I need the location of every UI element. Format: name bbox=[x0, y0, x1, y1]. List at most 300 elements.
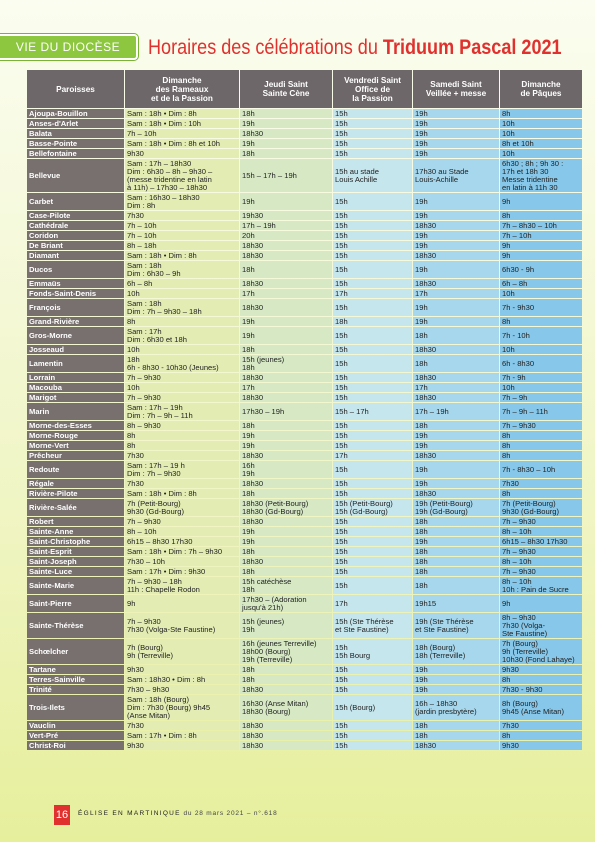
paroisse-name: Sainte-Anne bbox=[27, 527, 124, 536]
table-row bbox=[27, 211, 582, 220]
rameaux-time: 7h – 10h bbox=[125, 129, 239, 138]
paroisse-name: Saint-Christophe bbox=[27, 537, 124, 546]
samedi-time: 17h bbox=[413, 289, 499, 298]
paques-time: 7h – 10h bbox=[500, 231, 582, 240]
vendredi-time: 15h bbox=[333, 527, 412, 536]
rameaux-time: 7h30 – 10h bbox=[125, 557, 239, 566]
paques-time: 7h30 bbox=[500, 479, 582, 488]
rameaux-time: 7h30 bbox=[125, 211, 239, 220]
paques-time: 10h bbox=[500, 383, 582, 392]
jeudi-time: 18h bbox=[240, 149, 332, 158]
table-row bbox=[27, 537, 582, 546]
paroisse-name: Prêcheur bbox=[27, 451, 124, 460]
jeudi-time: 18h bbox=[240, 489, 332, 498]
vendredi-time: 15h bbox=[333, 517, 412, 526]
jeudi-time: 19h bbox=[240, 431, 332, 440]
vendredi-time: 15h bbox=[333, 231, 412, 240]
paques-time: 8h – 10h bbox=[500, 527, 582, 536]
table-row bbox=[27, 119, 582, 128]
paques-time: 10h bbox=[500, 289, 582, 298]
jeudi-time: 17h30 – (Adoration jusqu'à 21h) bbox=[240, 595, 332, 612]
paques-time: 7h (Bourg) 9h (Terreville) 10h30 (Fond Lahaye) bbox=[500, 639, 582, 664]
samedi-time: 19h bbox=[413, 139, 499, 148]
schedule-table bbox=[26, 69, 583, 751]
paques-time: 8h – 10h bbox=[500, 557, 582, 566]
rameaux-time: Sam : 18h • Dim : 8h et 10h bbox=[125, 139, 239, 148]
vendredi-time: 15h bbox=[333, 355, 412, 372]
paroisse-name: Case-Pilote bbox=[27, 211, 124, 220]
samedi-time: 18h30 bbox=[413, 393, 499, 402]
rameaux-time: 7h (Bourg) 9h (Terreville) bbox=[125, 639, 239, 664]
paroisse-name: Ducos bbox=[27, 261, 124, 278]
section-tag: VIE DU DIOCÈSE bbox=[0, 34, 138, 60]
samedi-time: 17h bbox=[413, 383, 499, 392]
jeudi-time: 18h bbox=[240, 421, 332, 430]
vendredi-time: 15h 15h Bourg bbox=[333, 639, 412, 664]
table-row bbox=[27, 149, 582, 158]
vendredi-time: 17h bbox=[333, 289, 412, 298]
paques-time: 7h – 9h bbox=[500, 393, 582, 402]
samedi-time: 18h bbox=[413, 721, 499, 730]
paques-time: 6h30 - 9h bbox=[500, 261, 582, 278]
jeudi-time: 18h bbox=[240, 261, 332, 278]
jeudi-time: 18h bbox=[240, 345, 332, 354]
vendredi-time: 15h bbox=[333, 211, 412, 220]
table-row bbox=[27, 675, 582, 684]
samedi-time: 18h bbox=[413, 527, 499, 536]
jeudi-time: 19h30 bbox=[240, 211, 332, 220]
vendredi-time: 15h bbox=[333, 741, 412, 750]
table-row bbox=[27, 721, 582, 730]
paques-time: 7h – 9h30 bbox=[500, 517, 582, 526]
header-paques: Dimanche de Pâques bbox=[500, 70, 582, 108]
vendredi-time: 15h – 17h bbox=[333, 403, 412, 420]
table-row bbox=[27, 383, 582, 392]
jeudi-time: 18h30 bbox=[240, 393, 332, 402]
paroisse-name: Marigot bbox=[27, 393, 124, 402]
rameaux-time: 7h – 9h30 – 18h 11h : Chapelle Rodon bbox=[125, 577, 239, 594]
vendredi-time: 15h bbox=[333, 421, 412, 430]
rameaux-time: Sam : 18h Dim : 6h30 – 9h bbox=[125, 261, 239, 278]
samedi-time: 18h bbox=[413, 327, 499, 344]
vendredi-time: 15h bbox=[333, 567, 412, 576]
paques-time: 6h30 ; 8h ; 9h 30 : 17h et 18h 30 Messe tridentine en latin à 11h 30 bbox=[500, 159, 582, 192]
rameaux-time: 10h bbox=[125, 345, 239, 354]
paroisse-name: Lorrain bbox=[27, 373, 124, 382]
paroisse-name: Lamentin bbox=[27, 355, 124, 372]
rameaux-time: 9h30 bbox=[125, 665, 239, 674]
paques-time: 8h et 10h bbox=[500, 139, 582, 148]
vendredi-time: 15h bbox=[333, 393, 412, 402]
paques-time: 8h bbox=[500, 731, 582, 740]
table-row bbox=[27, 489, 582, 498]
rameaux-time: 8h bbox=[125, 317, 239, 326]
paroisse-name: Cathédrale bbox=[27, 221, 124, 230]
table-row bbox=[27, 595, 582, 612]
table-row bbox=[27, 403, 582, 420]
paroisse-name: Saint-Joseph bbox=[27, 557, 124, 566]
samedi-time: 19h bbox=[413, 129, 499, 138]
paques-time: 7h – 8h30 – 10h bbox=[500, 221, 582, 230]
title-bold: Triduum Pascal 2021 bbox=[382, 36, 562, 59]
vendredi-time: 15h bbox=[333, 241, 412, 250]
samedi-time: 18h30 bbox=[413, 451, 499, 460]
jeudi-time: 18h30 bbox=[240, 741, 332, 750]
paroisse-name: Redoute bbox=[27, 461, 124, 478]
vendredi-time: 15h bbox=[333, 327, 412, 344]
table-row bbox=[27, 639, 582, 664]
title-regular: Horaires des célébrations du bbox=[148, 36, 383, 59]
rameaux-time: Sam : 17h Dim : 6h30 et 18h bbox=[125, 327, 239, 344]
samedi-time: 19h bbox=[413, 149, 499, 158]
paroisse-name: Terres-Sainville bbox=[27, 675, 124, 684]
paques-time: 7h (Petit-Bourg) 9h30 (Gd-Bourg) bbox=[500, 499, 582, 516]
rameaux-time: 10h bbox=[125, 383, 239, 392]
rameaux-time: 8h – 10h bbox=[125, 527, 239, 536]
samedi-time: 19h bbox=[413, 537, 499, 546]
paques-time: 8h bbox=[500, 441, 582, 450]
jeudi-time: 18h30 bbox=[240, 241, 332, 250]
jeudi-time: 18h30 bbox=[240, 129, 332, 138]
paroisse-name: Rivière-Pilote bbox=[27, 489, 124, 498]
page-title bbox=[148, 36, 562, 60]
table-row bbox=[27, 479, 582, 488]
jeudi-time: 15h (jeunes) 19h bbox=[240, 613, 332, 638]
rameaux-time: Sam : 18h • Dim : 10h bbox=[125, 119, 239, 128]
vendredi-time: 15h bbox=[333, 537, 412, 546]
paroisse-name: Grand-Rivière bbox=[27, 317, 124, 326]
vendredi-time: 17h bbox=[333, 451, 412, 460]
table-row bbox=[27, 431, 582, 440]
vendredi-time: 15h bbox=[333, 479, 412, 488]
table-row bbox=[27, 241, 582, 250]
vendredi-time: 15h bbox=[333, 119, 412, 128]
table-row bbox=[27, 451, 582, 460]
jeudi-time: 15h (jeunes) 18h bbox=[240, 355, 332, 372]
paroisse-name: Sainte-Luce bbox=[27, 567, 124, 576]
header-jeudi-saint: Jeudi Saint Sainte Cène bbox=[240, 70, 332, 108]
paroisse-name: Trinité bbox=[27, 685, 124, 694]
paques-time: 7h - 8h30 – 10h bbox=[500, 461, 582, 478]
rameaux-time: 9h30 bbox=[125, 741, 239, 750]
paroisse-name: Josseaud bbox=[27, 345, 124, 354]
samedi-time: 18h30 bbox=[413, 373, 499, 382]
rameaux-time: Sam : 18h • Dim : 7h – 9h30 bbox=[125, 547, 239, 556]
vendredi-time: 15h bbox=[333, 193, 412, 210]
header-paroisses: Paroisses bbox=[27, 70, 124, 108]
samedi-time: 18h bbox=[413, 517, 499, 526]
paroisse-name: De Briant bbox=[27, 241, 124, 250]
paroisse-name: Trois-Ilets bbox=[27, 695, 124, 720]
jeudi-time: 18h30 bbox=[240, 731, 332, 740]
jeudi-time: 16h 19h bbox=[240, 461, 332, 478]
footer-publication-name: ÉGLISE EN MARTINIQUE bbox=[78, 810, 181, 817]
page-header bbox=[0, 30, 595, 70]
rameaux-time: 9h30 bbox=[125, 149, 239, 158]
paroisse-name: Vauclin bbox=[27, 721, 124, 730]
jeudi-time: 18h30 bbox=[240, 451, 332, 460]
table-row bbox=[27, 299, 582, 316]
rameaux-time: 8h – 9h30 bbox=[125, 421, 239, 430]
jeudi-time: 19h bbox=[240, 193, 332, 210]
samedi-time: 18h bbox=[413, 355, 499, 372]
samedi-time: 18h (Bourg) 18h (Terreville) bbox=[413, 639, 499, 664]
vendredi-time: 15h bbox=[333, 149, 412, 158]
rameaux-time: Sam : 17h • Dim : 8h bbox=[125, 731, 239, 740]
samedi-time: 16h – 18h30 (jardin presbytère) bbox=[413, 695, 499, 720]
samedi-time: 18h30 bbox=[413, 489, 499, 498]
jeudi-time: 17h – 19h bbox=[240, 221, 332, 230]
rameaux-time: Sam : 17h – 18h30 Dim : 6h30 – 8h – 9h30 – (messe tridentine en latin à 11h) – 17h30 – 18h30 bbox=[125, 159, 239, 192]
rameaux-time: 7h – 9h30 bbox=[125, 393, 239, 402]
jeudi-time: 18h bbox=[240, 547, 332, 556]
rameaux-time: Sam : 17h – 19h Dim : 7h – 9h – 11h bbox=[125, 403, 239, 420]
rameaux-time: Sam : 18h • Dim : 8h bbox=[125, 251, 239, 260]
table-row bbox=[27, 327, 582, 344]
rameaux-time: Sam : 17h • Dim : 9h30 bbox=[125, 567, 239, 576]
jeudi-time: 15h catéchèse 18h bbox=[240, 577, 332, 594]
vendredi-time: 15h (Bourg) bbox=[333, 695, 412, 720]
jeudi-time: 20h bbox=[240, 231, 332, 240]
table-row bbox=[27, 499, 582, 516]
rameaux-time: Sam : 18h • Dim : 8h bbox=[125, 109, 239, 118]
samedi-time: 19h bbox=[413, 231, 499, 240]
rameaux-time: 7h – 9h30 7h30 (Volga-Ste Faustine) bbox=[125, 613, 239, 638]
paroisse-name: Ajoupa-Bouillon bbox=[27, 109, 124, 118]
vendredi-time: 15h bbox=[333, 109, 412, 118]
samedi-time: 17h30 au Stade Louis-Achille bbox=[413, 159, 499, 192]
samedi-time: 18h bbox=[413, 421, 499, 430]
rameaux-time: Sam : 18h Dim : 7h – 9h30 – 18h bbox=[125, 299, 239, 316]
table-row bbox=[27, 613, 582, 638]
vendredi-time: 15h bbox=[333, 721, 412, 730]
paroisse-name: Rivière-Salée bbox=[27, 499, 124, 516]
paroisse-name: Diamant bbox=[27, 251, 124, 260]
paroisse-name: Morne-Vert bbox=[27, 441, 124, 450]
vendredi-time: 15h bbox=[333, 547, 412, 556]
paques-time: 7h - 9h30 bbox=[500, 299, 582, 316]
jeudi-time: 18h bbox=[240, 675, 332, 684]
jeudi-time: 19h bbox=[240, 119, 332, 128]
paroisse-name: Macouba bbox=[27, 383, 124, 392]
header-samedi-saint: Samedi Saint Veillée + messe bbox=[413, 70, 499, 108]
paroisse-name: Saint-Esprit bbox=[27, 547, 124, 556]
paques-time: 8h – 10h 10h : Pain de Sucre bbox=[500, 577, 582, 594]
jeudi-time: 18h bbox=[240, 109, 332, 118]
paques-time: 8h bbox=[500, 317, 582, 326]
table-row bbox=[27, 441, 582, 450]
vendredi-time: 17h bbox=[333, 595, 412, 612]
paroisse-name: Robert bbox=[27, 517, 124, 526]
rameaux-time: 9h bbox=[125, 595, 239, 612]
samedi-time: 18h bbox=[413, 557, 499, 566]
rameaux-time: Sam : 17h – 19 h Dim : 7h – 9h30 bbox=[125, 461, 239, 478]
rameaux-time: 18h 6h - 8h30 - 10h30 (Jeunes) bbox=[125, 355, 239, 372]
paques-time: 9h bbox=[500, 193, 582, 210]
paroisse-name: Tartane bbox=[27, 665, 124, 674]
samedi-time: 19h bbox=[413, 119, 499, 128]
samedi-time: 19h bbox=[413, 675, 499, 684]
paroisse-name: Marin bbox=[27, 403, 124, 420]
jeudi-time: 17h30 – 19h bbox=[240, 403, 332, 420]
vendredi-time: 15h bbox=[333, 345, 412, 354]
paroisse-name: Schœlcher bbox=[27, 639, 124, 664]
samedi-time: 19h bbox=[413, 241, 499, 250]
vendredi-time: 15h bbox=[333, 261, 412, 278]
paques-time: 8h (Bourg) 9h45 (Anse Mitan) bbox=[500, 695, 582, 720]
jeudi-time: 18h30 bbox=[240, 479, 332, 488]
table-row bbox=[27, 139, 582, 148]
jeudi-time: 18h bbox=[240, 665, 332, 674]
table-row bbox=[27, 221, 582, 230]
paroisse-name: Saint-Pierre bbox=[27, 595, 124, 612]
paroisse-name: Balata bbox=[27, 129, 124, 138]
paroisse-name: Régale bbox=[27, 479, 124, 488]
table-row bbox=[27, 685, 582, 694]
table-row bbox=[27, 567, 582, 576]
table-row bbox=[27, 109, 582, 118]
paques-time: 9h30 bbox=[500, 665, 582, 674]
rameaux-time: 7h30 bbox=[125, 721, 239, 730]
rameaux-time: 8h bbox=[125, 431, 239, 440]
paques-time: 8h bbox=[500, 675, 582, 684]
rameaux-time: 6h – 8h bbox=[125, 279, 239, 288]
jeudi-time: 18h30 bbox=[240, 251, 332, 260]
rameaux-time: 8h – 18h bbox=[125, 241, 239, 250]
table-row bbox=[27, 527, 582, 536]
samedi-time: 19h bbox=[413, 461, 499, 478]
paques-time: 9h bbox=[500, 241, 582, 250]
jeudi-time: 18h30 bbox=[240, 685, 332, 694]
table-row bbox=[27, 577, 582, 594]
table-row bbox=[27, 731, 582, 740]
table-row bbox=[27, 665, 582, 674]
table-row bbox=[27, 129, 582, 138]
vendredi-time: 15h bbox=[333, 665, 412, 674]
vendredi-time: 18h bbox=[333, 317, 412, 326]
jeudi-time: 18h30 (Petit-Bourg) 18h30 (Gd-Bourg) bbox=[240, 499, 332, 516]
footer-issue: du 28 mars 2021 – n°.618 bbox=[183, 810, 278, 817]
jeudi-time: 18h30 bbox=[240, 279, 332, 288]
paques-time: 7h – 9h30 bbox=[500, 567, 582, 576]
jeudi-time: 16h30 (Anse Mitan) 18h30 (Bourg) bbox=[240, 695, 332, 720]
rameaux-time: 10h bbox=[125, 289, 239, 298]
paques-time: 8h bbox=[500, 109, 582, 118]
paroisse-name: Morne-des-Esses bbox=[27, 421, 124, 430]
jeudi-time: 18h30 bbox=[240, 721, 332, 730]
paques-time: 6h – 8h bbox=[500, 279, 582, 288]
vendredi-time: 15h bbox=[333, 251, 412, 260]
vendredi-time: 15h bbox=[333, 675, 412, 684]
rameaux-time: 6h15 – 8h30 17h30 bbox=[125, 537, 239, 546]
rameaux-time: 7h – 9h30 bbox=[125, 517, 239, 526]
vendredi-time: 15h bbox=[333, 129, 412, 138]
paques-time: 7h – 9h30 bbox=[500, 421, 582, 430]
jeudi-time: 18h bbox=[240, 567, 332, 576]
samedi-time: 18h30 bbox=[413, 279, 499, 288]
jeudi-time: 18h30 bbox=[240, 299, 332, 316]
vendredi-time: 15h au stade Louis Achille bbox=[333, 159, 412, 192]
vendredi-time: 15h bbox=[333, 431, 412, 440]
rameaux-time: 7h30 bbox=[125, 479, 239, 488]
samedi-time: 18h bbox=[413, 731, 499, 740]
rameaux-time: 8h bbox=[125, 441, 239, 450]
samedi-time: 19h15 bbox=[413, 595, 499, 612]
paques-time: 10h bbox=[500, 119, 582, 128]
paroisse-name: François bbox=[27, 299, 124, 316]
rameaux-time: 7h – 10h bbox=[125, 221, 239, 230]
rameaux-time: Sam : 16h30 – 18h30 Dim : 8h bbox=[125, 193, 239, 210]
vendredi-time: 15h bbox=[333, 731, 412, 740]
paroisse-name: Carbet bbox=[27, 193, 124, 210]
jeudi-time: 15h – 17h – 19h bbox=[240, 159, 332, 192]
paroisse-name: Coridon bbox=[27, 231, 124, 240]
paques-time: 9h bbox=[500, 251, 582, 260]
vendredi-time: 15h bbox=[333, 299, 412, 316]
vendredi-time: 15h bbox=[333, 557, 412, 566]
paroisse-name: Basse-Pointe bbox=[27, 139, 124, 148]
rameaux-time: Sam : 18h (Bourg) Dim : 7h30 (Bourg) 9h45 (Anse Mitan) bbox=[125, 695, 239, 720]
paques-time: 8h bbox=[500, 451, 582, 460]
samedi-time: 19h bbox=[413, 685, 499, 694]
vendredi-time: 15h bbox=[333, 461, 412, 478]
paroisse-name: Sainte-Marie bbox=[27, 577, 124, 594]
jeudi-time: 17h bbox=[240, 383, 332, 392]
jeudi-time: 19h bbox=[240, 441, 332, 450]
rameaux-time: Sam : 18h30 • Dim : 8h bbox=[125, 675, 239, 684]
table-row bbox=[27, 547, 582, 556]
samedi-time: 19h bbox=[413, 665, 499, 674]
paques-time: 9h30 bbox=[500, 741, 582, 750]
paques-time: 10h bbox=[500, 149, 582, 158]
jeudi-time: 19h bbox=[240, 537, 332, 546]
table-row bbox=[27, 557, 582, 566]
paroisse-name: Fonds-Saint-Denis bbox=[27, 289, 124, 298]
paroisse-name: Anses-d'Arlet bbox=[27, 119, 124, 128]
paroisse-name: Emmaüs bbox=[27, 279, 124, 288]
table-row bbox=[27, 393, 582, 402]
paques-time: 6h - 8h30 bbox=[500, 355, 582, 372]
vendredi-time: 15h bbox=[333, 383, 412, 392]
table-row bbox=[27, 355, 582, 372]
samedi-time: 18h bbox=[413, 577, 499, 594]
rameaux-time: 7h – 9h30 bbox=[125, 373, 239, 382]
table-row bbox=[27, 231, 582, 240]
samedi-time: 18h30 bbox=[413, 251, 499, 260]
samedi-time: 19h bbox=[413, 261, 499, 278]
samedi-time: 19h bbox=[413, 479, 499, 488]
paques-time: 10h bbox=[500, 345, 582, 354]
vendredi-time: 15h bbox=[333, 221, 412, 230]
paroisse-name: Vert-Pré bbox=[27, 731, 124, 740]
table-row bbox=[27, 741, 582, 750]
samedi-time: 18h30 bbox=[413, 741, 499, 750]
table-row bbox=[27, 517, 582, 526]
table-header-row bbox=[27, 70, 582, 108]
jeudi-time: 19h bbox=[240, 139, 332, 148]
vendredi-time: 15h bbox=[333, 577, 412, 594]
rameaux-time: 7h (Petit-Bourg) 9h30 (Gd-Bourg) bbox=[125, 499, 239, 516]
paques-time: 7h - 10h bbox=[500, 327, 582, 344]
footer-publication bbox=[78, 810, 278, 817]
paroisse-name: Bellefontaine bbox=[27, 149, 124, 158]
vendredi-time: 15h bbox=[333, 489, 412, 498]
paques-time: 8h – 9h30 7h30 (Volga- Ste Faustine) bbox=[500, 613, 582, 638]
paques-time: 7h – 9h30 bbox=[500, 547, 582, 556]
paques-time: 8h bbox=[500, 489, 582, 498]
samedi-time: 19h bbox=[413, 193, 499, 210]
samedi-time: 19h bbox=[413, 211, 499, 220]
